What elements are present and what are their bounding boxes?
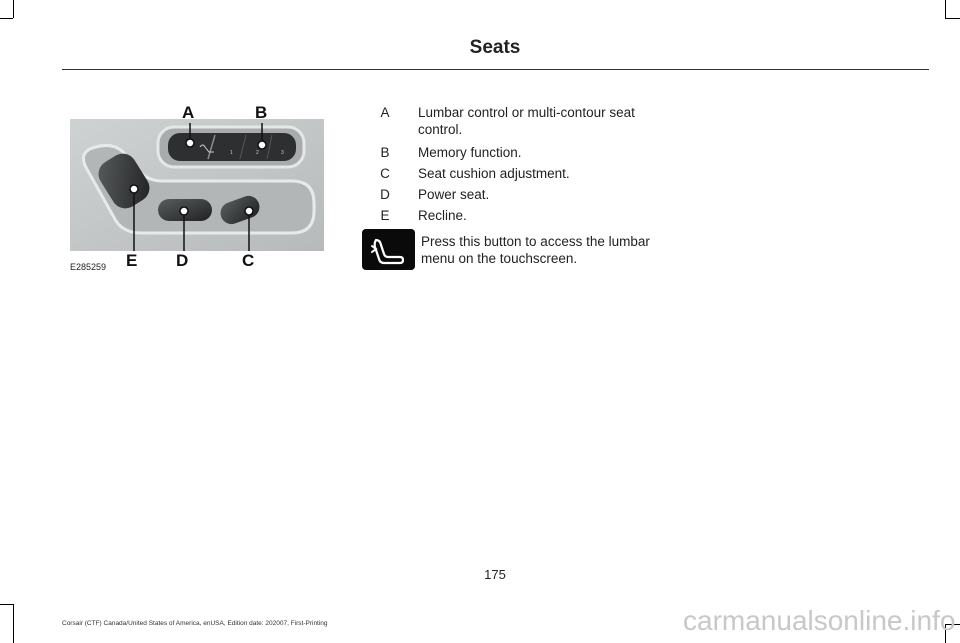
crop-mark bbox=[13, 0, 14, 18]
legend-text: Power seat. bbox=[418, 187, 490, 202]
header-divider bbox=[62, 69, 929, 70]
crop-mark bbox=[0, 18, 13, 19]
memory-button-1-label: 1 bbox=[230, 150, 233, 156]
callout-c: C bbox=[242, 251, 255, 270]
lumbar-note: Press this button to access the lumbar menu on the touchscreen. bbox=[421, 234, 650, 266]
callout-a: A bbox=[182, 103, 195, 122]
crop-mark bbox=[0, 604, 13, 605]
crop-mark bbox=[945, 0, 946, 18]
legend-text: Seat cushion adjustment. bbox=[418, 166, 570, 181]
legend-letter: C bbox=[380, 166, 390, 181]
callout-b: B bbox=[255, 103, 268, 122]
memory-button-3-label: 3 bbox=[281, 150, 284, 156]
watermark: carmanualsonline.info bbox=[683, 605, 956, 636]
callout-e: E bbox=[126, 251, 138, 270]
legend-letter: D bbox=[380, 187, 390, 202]
lumbar-seat-icon bbox=[362, 229, 415, 270]
seat-controls-illustration bbox=[70, 99, 324, 289]
figure-id: E285259 bbox=[70, 262, 107, 272]
legend-text: Recline. bbox=[418, 208, 467, 223]
legend-letter: E bbox=[380, 208, 390, 223]
legend-letter: B bbox=[380, 145, 390, 160]
page-number: 175 bbox=[484, 567, 506, 582]
memory-button-2-label: 2 bbox=[256, 150, 259, 156]
edition-footer: Corsair (CTF) Canada/United States of America, enUSA, Edition date: 202007, First-Printing bbox=[62, 620, 328, 627]
legend-text: Memory function. bbox=[418, 145, 522, 160]
crop-mark bbox=[945, 18, 960, 19]
legend-letter: A bbox=[380, 105, 390, 120]
page-title: Seats bbox=[469, 37, 521, 58]
legend-text: Lumbar control or multi-contour seat control. bbox=[418, 105, 635, 137]
callout-d: D bbox=[176, 251, 189, 270]
crop-mark bbox=[13, 604, 14, 643]
